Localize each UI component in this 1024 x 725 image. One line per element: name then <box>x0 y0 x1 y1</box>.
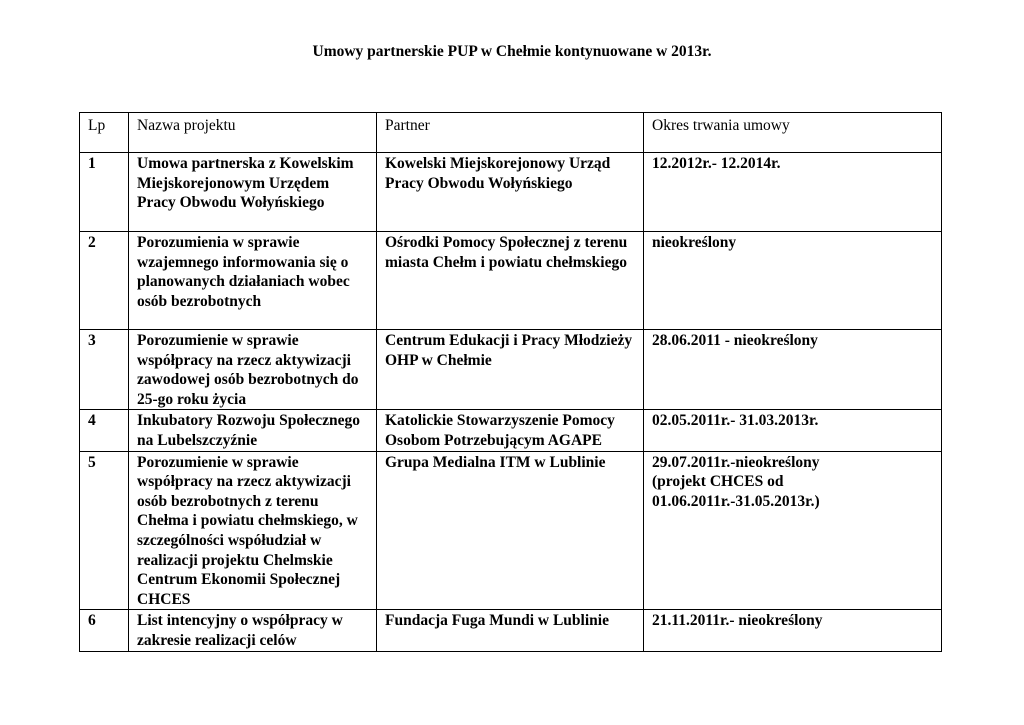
cell-period: 12.2012r.- 12.2014r. <box>644 153 942 232</box>
cell-period: 21.11.2011r.- nieokreślony <box>644 610 942 651</box>
cell-project-name: Porozumienie w sprawie współpracy na rzecz aktywizacji zawodowej osób bezrobotnych do 25-go roku życia <box>129 330 377 410</box>
document-title: Umowy partnerskie PUP w Chełmie kontynuowane w 2013r. <box>312 43 712 60</box>
cell-partner: Ośrodki Pomocy Społecznej z terenu miasta Chełm i powiatu chełmskiego <box>377 232 644 330</box>
cell-period: nieokreślony <box>644 232 942 330</box>
cell-project-name: List intencyjny o współpracy w zakresie realizacji celów <box>129 610 377 651</box>
cell-partner: Centrum Edukacji i Pracy Młodzieży OHP w Chełmie <box>377 330 644 410</box>
table-row <box>80 232 942 330</box>
cell-partner: Katolickie Stowarzyszenie Pomocy Osobom Potrzebującym AGAPE <box>377 410 644 451</box>
cell-project-name: Inkubatory Rozwoju Społecznego na Lubelszczyźnie <box>129 410 377 451</box>
header-partner: Partner <box>377 113 644 153</box>
table-row <box>80 451 942 610</box>
table-row <box>80 330 942 410</box>
cell-partner: Kowelski Miejskorejonowy Urząd Pracy Obwodu Wołyńskiego <box>377 153 644 232</box>
table-header-row <box>80 113 942 153</box>
header-lp: Lp <box>80 113 129 153</box>
partners-table <box>79 112 942 652</box>
header-period: Okres trwania umowy <box>644 113 942 153</box>
table-row <box>80 610 942 651</box>
cell-period: 02.05.2011r.- 31.03.2013r. <box>644 410 942 451</box>
cell-lp: 4 <box>80 410 129 451</box>
cell-lp: 6 <box>80 610 129 651</box>
table-row <box>80 410 942 451</box>
cell-period: 29.07.2011r.-nieokreślony (projekt CHCES od 01.06.2011r.-31.05.2013r.) <box>644 451 942 610</box>
cell-period: 28.06.2011 - nieokreślony <box>644 330 942 410</box>
cell-partner: Fundacja Fuga Mundi w Lublinie <box>377 610 644 651</box>
cell-project-name: Porozumienie w sprawie współpracy na rzecz aktywizacji osób bezrobotnych z terenu Chełma i powiatu chełmskiego, w szczególności współudział w realizacji projektu Chelmskie Centrum Ekonomii Społecznej CHCES <box>129 451 377 610</box>
cell-lp: 2 <box>80 232 129 330</box>
cell-lp: 1 <box>80 153 129 232</box>
header-project-name: Nazwa projektu <box>129 113 377 153</box>
cell-project-name: Porozumienia w sprawie wzajemnego informowania się o planowanych działaniach wobec osób bezrobotnych <box>129 232 377 330</box>
cell-partner: Grupa Medialna ITM w Lublinie <box>377 451 644 610</box>
cell-project-name: Umowa partnerska z Kowelskim Miejskorejonowym Urzędem Pracy Obwodu Wołyńskiego <box>129 153 377 232</box>
cell-lp: 3 <box>80 330 129 410</box>
cell-lp: 5 <box>80 451 129 610</box>
table-row <box>80 153 942 232</box>
